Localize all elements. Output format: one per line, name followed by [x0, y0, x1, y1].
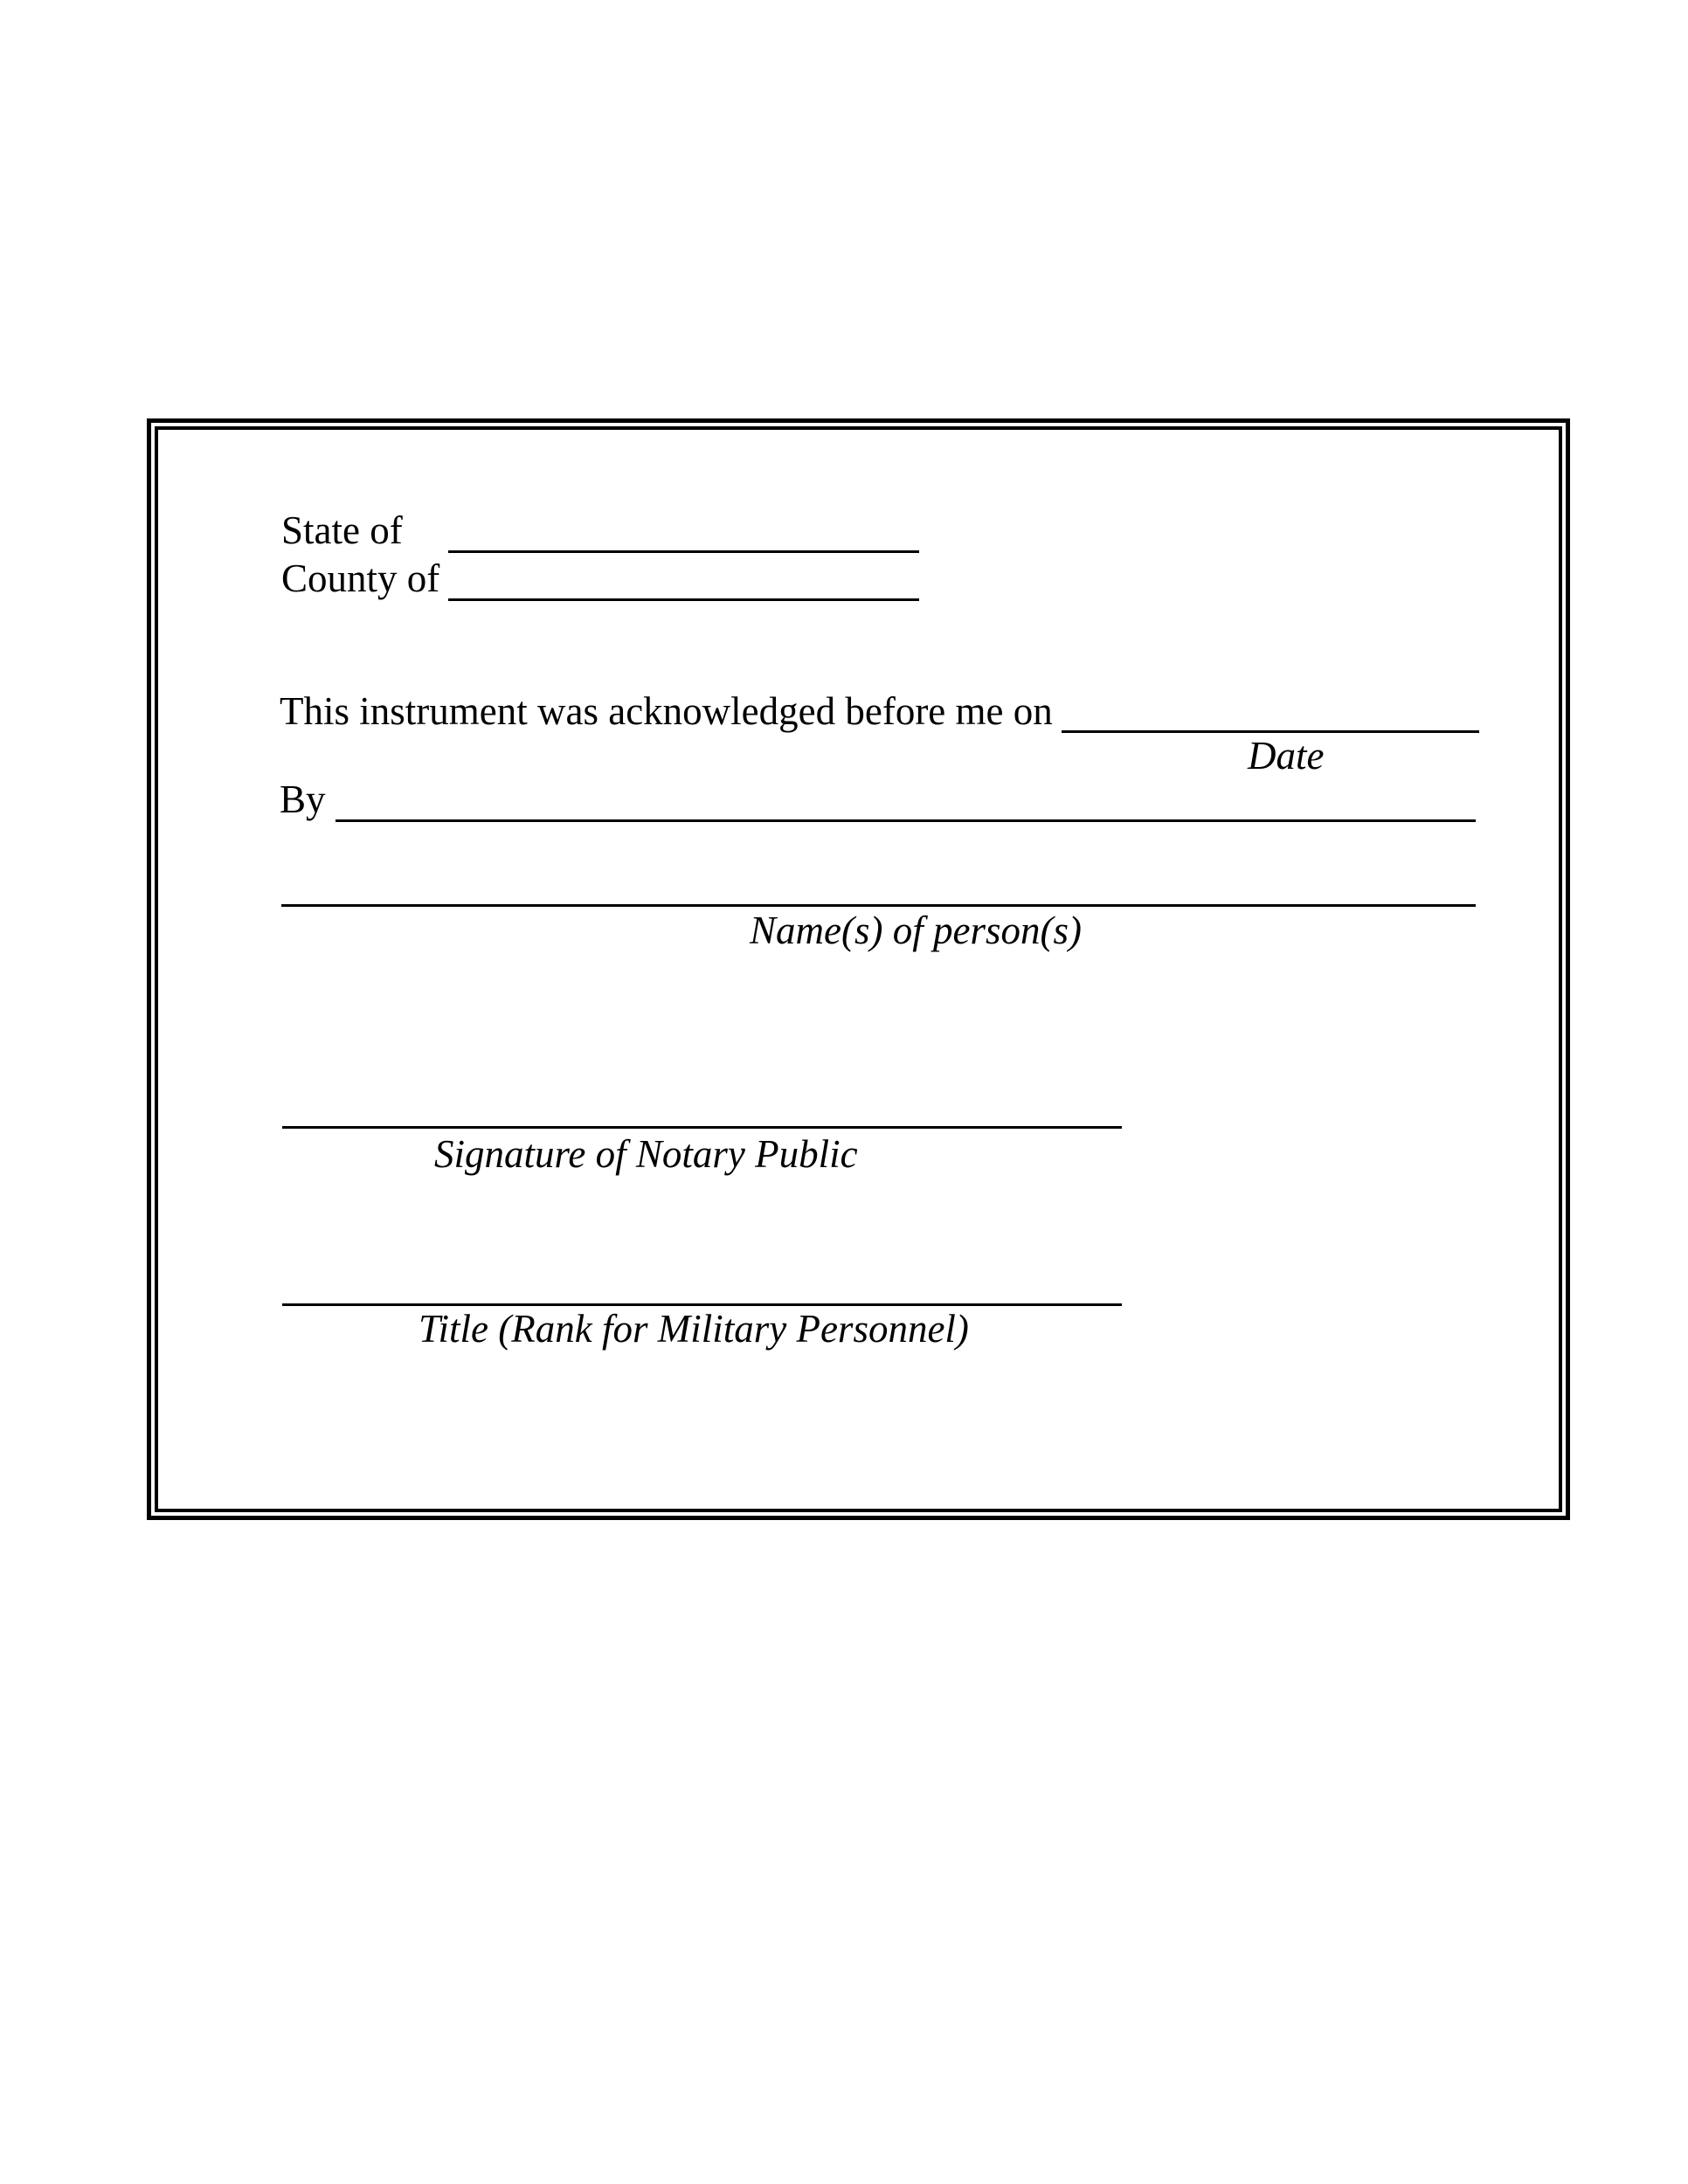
signature-fill-line [282, 1085, 1122, 1129]
county-fill-line [448, 557, 919, 601]
names-caption: Name(s) of person(s) [750, 909, 1082, 952]
county-label: County of [281, 556, 440, 600]
title-fill-line [282, 1262, 1122, 1306]
date-fill-line [1062, 689, 1479, 733]
title-caption: Title (Rank for Military Personnel) [419, 1307, 969, 1351]
acknowledgment-sentence: This instrument was acknowledged before me on [280, 689, 1053, 733]
names-fill-line [281, 863, 1476, 907]
state-fill-line [448, 509, 919, 553]
date-caption: Date [1248, 734, 1325, 778]
by-fill-line [336, 778, 1476, 822]
by-label: By [280, 778, 326, 821]
signature-caption: Signature of Notary Public [434, 1132, 858, 1176]
state-label: State of [281, 508, 403, 552]
